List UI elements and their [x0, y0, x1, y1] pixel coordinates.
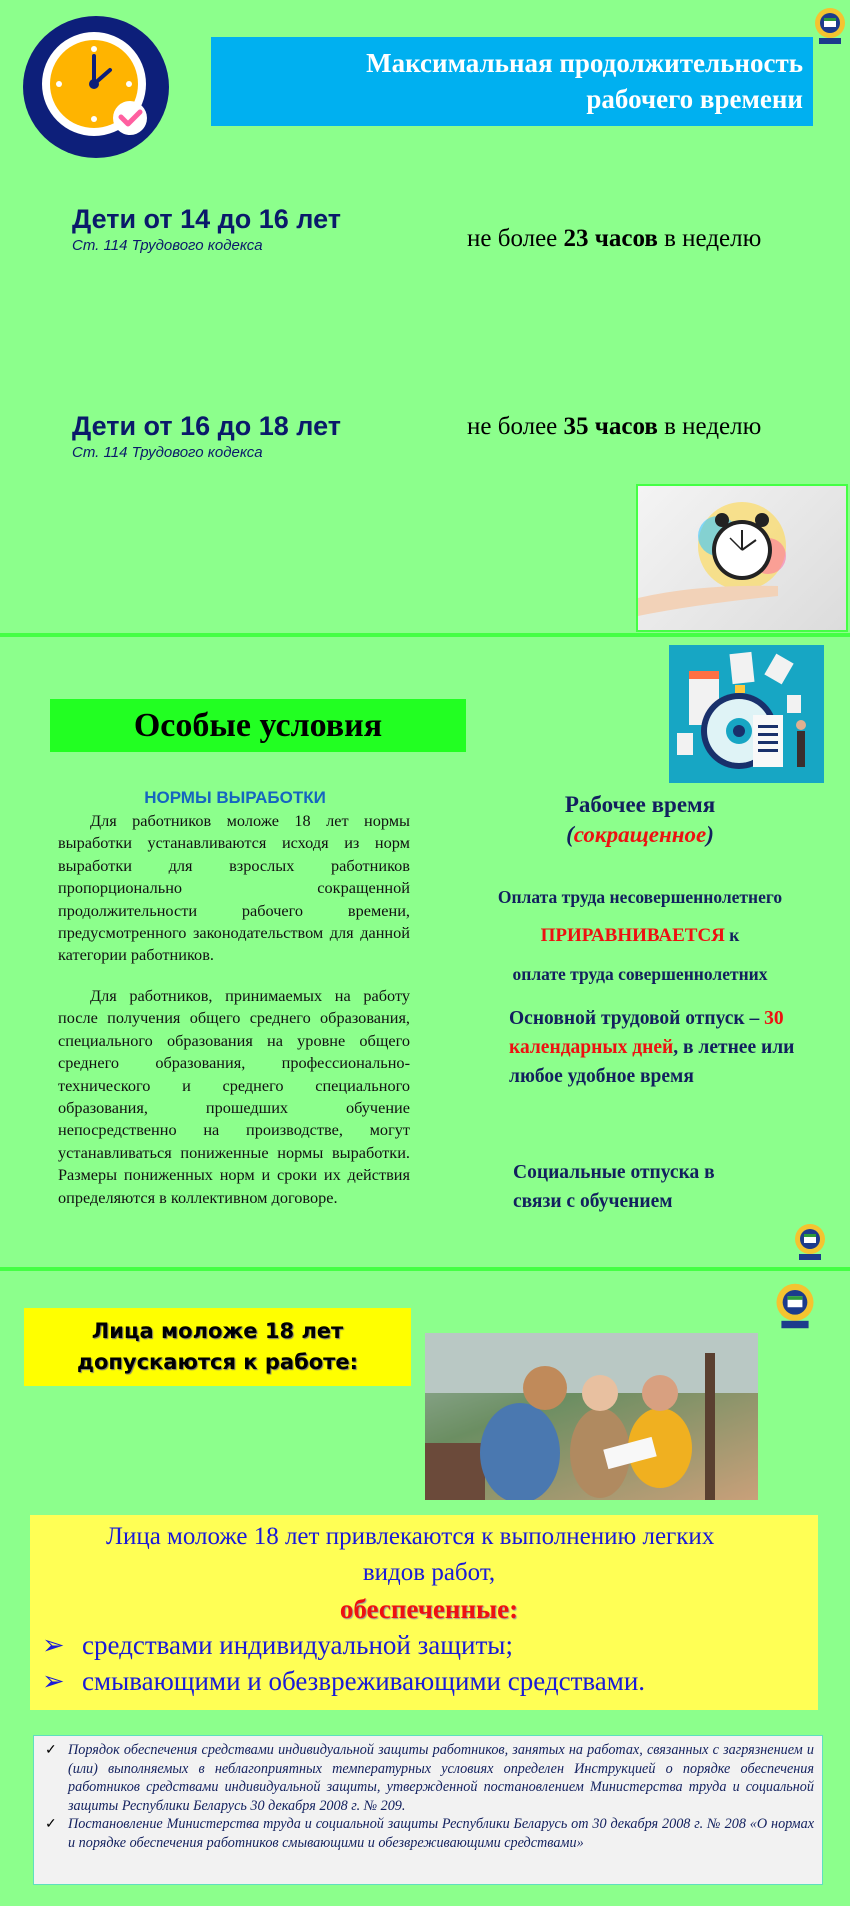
age-group-title: Дети от 16 до 18 лет	[72, 411, 341, 441]
pay-line-3: оплате труда совершеннолетних	[512, 964, 768, 984]
age-group-16-18	[72, 411, 341, 461]
title-line-2: рабочего времени	[586, 84, 803, 114]
leave-highlight: 30 календарных дней	[509, 1008, 784, 1058]
reference-item	[34, 1741, 814, 1815]
emblem-logo	[793, 1222, 827, 1267]
alarm-clock-illustration	[636, 484, 848, 632]
section-divider	[0, 633, 850, 637]
hours-prefix: не более	[467, 413, 564, 440]
work-time-title: Рабочее время	[564, 792, 716, 817]
pay-line-2-suffix: к	[724, 925, 740, 945]
reference-text: Порядок обеспечения средствами индивидуальной защиты работников, занятых на работах, связанных с загрязнением и (или) выполняемых в неблагоприятных температурных условиях определен Инструкцией о порядке обеспечения работников средствами индивидуальной защиты, утвержденной постановлением Министерства труда и социальной защиты Республики Беларусь 30 декабря 2008 г. № 209.	[68, 1742, 814, 1814]
paren-close: )	[706, 822, 714, 847]
leave-prefix: Основной трудовой отпуск –	[509, 1008, 760, 1029]
provided-label: обеспеченные:	[339, 1594, 519, 1624]
check-icon: ✓	[45, 1742, 57, 1758]
norms-paragraph-2: Для работников, принимаемых на работу после получения общего среднего образования, специального образования на уровне общего среднего образования, профессионально-технического и среднего специального образования, прошедших обучение непосредственно на производстве, могут устанавливаться пониженные нормы выработки. Размеры пониженных норм и сроки их действия определяются в коллективном договоре.	[58, 986, 410, 1207]
social-leave: Социальные отпуска в связи с обучением	[513, 1162, 715, 1212]
age-group-source: Ст. 114 Трудового кодекса	[72, 237, 263, 254]
work-time-reduced	[470, 820, 810, 850]
provision-item	[30, 1627, 818, 1663]
pay-highlight: ПРИРАВНИВАЕТСЯ	[540, 925, 725, 946]
hours-suffix: в неделю	[657, 225, 762, 252]
provision-text: средствами индивидуальной защиты;	[82, 1630, 513, 1660]
work-time-label	[470, 790, 810, 850]
hours-prefix: не более	[467, 225, 564, 252]
page-title	[211, 37, 813, 126]
pay-equalization	[470, 878, 810, 993]
clock-badge-icon	[21, 14, 171, 160]
hours-suffix: в неделю	[657, 413, 762, 440]
teenagers-photo	[425, 1333, 758, 1500]
special-conditions-heading: Особые условия	[50, 699, 466, 752]
admission-heading	[24, 1308, 411, 1386]
stopwatch-document-illustration	[669, 645, 824, 783]
reference-item	[34, 1815, 814, 1852]
light-work-panel	[30, 1515, 818, 1710]
emblem-logo	[774, 1280, 816, 1337]
hours-limit-16-18	[467, 413, 761, 441]
arrow-bullet-icon: ➢	[42, 1630, 65, 1660]
check-icon: ✓	[45, 1816, 57, 1833]
main-leave	[509, 1004, 819, 1091]
age-group-14-16	[72, 204, 341, 254]
norms-paragraph-1: Для работников моложе 18 лет нормы выработки устанавливаются исходя из норм выработки для взрослых работников пропорционально сокращенной продолжительности рабочего времени, предусмотренного законодательством для данной категории работников.	[58, 811, 410, 965]
age-group-title: Дети от 14 до 16 лет	[72, 204, 341, 234]
references-panel	[33, 1735, 823, 1885]
provision-text: смывающими и обезвреживающими средствами.	[82, 1666, 646, 1696]
admission-heading-line-2: допускаются к работе:	[77, 1350, 358, 1374]
hours-value: 23 часов	[563, 225, 658, 252]
work-time-value: сокращенное	[573, 822, 707, 847]
admission-heading-line-1: Лица моложе 18 лет	[91, 1319, 344, 1343]
hours-limit-14-16	[467, 225, 761, 253]
pay-line-2	[470, 916, 810, 955]
light-work-line-2: видов работ,	[362, 1559, 496, 1586]
arrow-bullet-icon: ➢	[42, 1666, 65, 1696]
age-group-source: Ст. 114 Трудового кодекса	[72, 444, 263, 461]
leave-suffix: , в летнее или любое удобное время	[509, 1037, 795, 1087]
hours-value: 35 часов	[563, 413, 658, 440]
norms-heading: НОРМЫ ВЫРАБОТКИ	[144, 788, 326, 807]
provision-item	[30, 1663, 818, 1699]
pay-line-1: Оплата труда несовершеннолетнего	[497, 887, 783, 907]
paren-open: (	[566, 822, 574, 847]
emblem-logo	[813, 6, 847, 51]
title-line-1: Максимальная продолжительность	[366, 48, 803, 78]
light-work-line-1: Лица моложе 18 лет привлекаются к выполнению легких	[106, 1523, 715, 1550]
section-divider	[0, 1267, 850, 1271]
reference-text: Постановление Министерства труда и социальной защиты Республики Беларусь от 30 декабря 2008 г. № 208 «О нормах и порядке обеспечения работников смывающими и обезвреживающими средствами»	[68, 1816, 814, 1851]
